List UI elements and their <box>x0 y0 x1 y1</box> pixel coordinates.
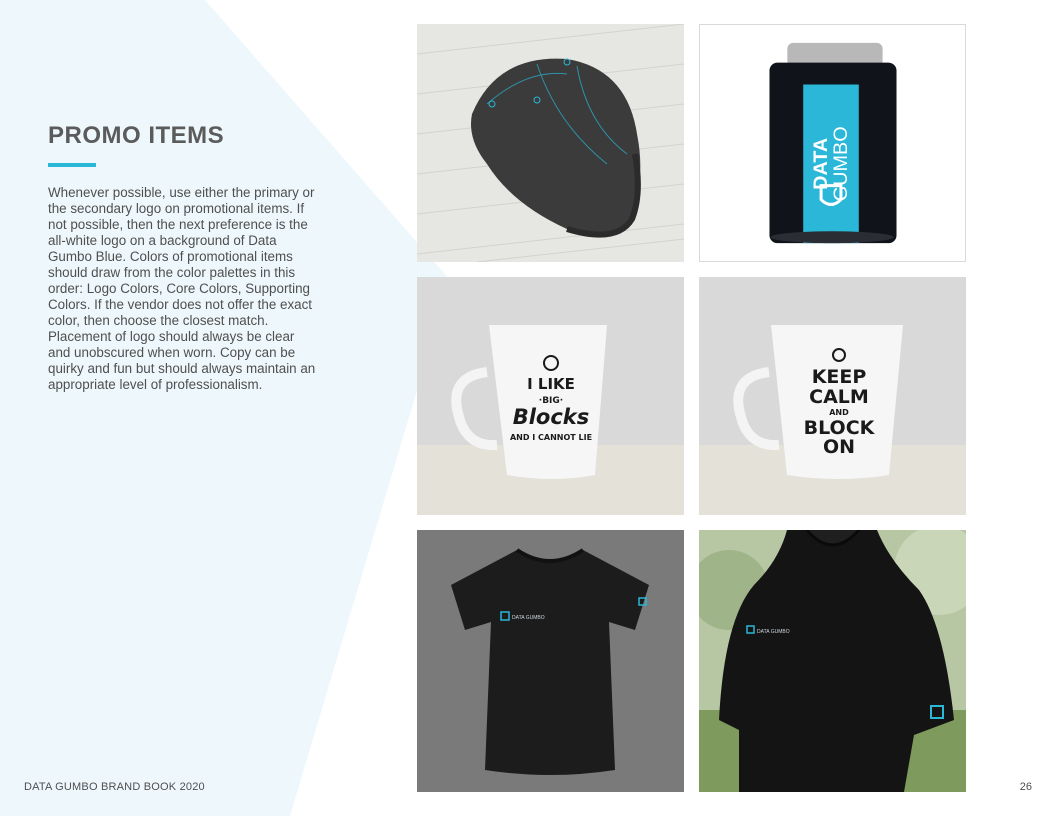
mug1-line3: Blocks <box>512 405 590 429</box>
mug2-line5: ON <box>822 436 856 458</box>
mug-keep-calm-photo <box>699 277 966 515</box>
mug2-line3: AND <box>829 408 849 417</box>
mug1-line1: I LIKE <box>527 375 575 393</box>
title-underline <box>48 163 96 167</box>
page-title: PROMO ITEMS <box>48 122 225 149</box>
mug-i-like-big-blocks-photo <box>417 277 684 515</box>
mug1-line2: ·BIG· <box>538 396 564 406</box>
koozie-brand-line1: DATA <box>810 137 833 190</box>
koozie-photo <box>699 24 966 262</box>
mug2-line4: BLOCK <box>803 417 875 439</box>
polo-photo <box>699 530 966 792</box>
mug2-line1: KEEP <box>811 366 867 388</box>
footer-brand-book-label: DATA GUMBO BRAND BOOK 2020 <box>24 781 205 793</box>
tshirt-logo-text: DATA GUMBO <box>512 615 545 621</box>
body-paragraph: Whenever possible, use either the primary or the secondary logo on promotional items. If not possible, then the next preference is the all-white logo on a background of Data Gumbo Blue. Colors of promotional items should draw from the color palettes in this order: Logo Colors, Core Colors, Supporting Colors. If the vendor does not offer the exact color, then choose the closest match. Placement of logo should always be clear and unobscured when worn. Copy can be quirky and fun but should always maintain an appropriate level of professionalism. <box>48 185 316 392</box>
page-number: 26 <box>1019 781 1032 793</box>
polo-logo-text: DATA GUMBO <box>757 629 790 635</box>
cap-photo <box>417 24 684 262</box>
tshirt-photo <box>417 530 684 792</box>
koozie-brand-line2: GUMBO <box>829 126 852 202</box>
mug2-line2: CALM <box>809 386 869 408</box>
mug1-line4: AND I CANNOT LIE <box>509 433 593 442</box>
